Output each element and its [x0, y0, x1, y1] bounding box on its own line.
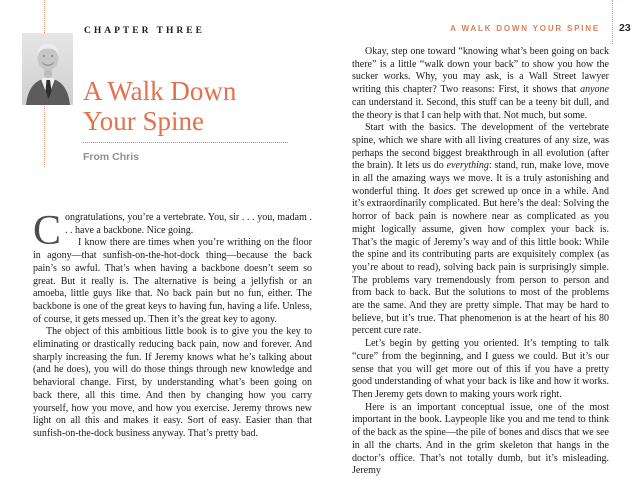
right-page — [320, 0, 640, 499]
paragraph: Start with the basics. The development of the vertebrate spine, which we share with all living creatures of any size, was perhaps the second biggest breakthrough in all evolution (after the brain). It lets us do everything: stand, run, make love, move in all the amazing ways we move. It is a truly astonishing and wonderful thing. It does get screwed up once in a while. And it’s extraordinarily complicated. But here’s the deal: Solving the horror of back pain is nowhere near as complicated as you might logically assume, given how complex your back is. That’s the magic of Jeremy’s way and of this little book: While the spine and its contributing parts are exquisitely complex (as you’re about to read), solving back pain is surprisingly simple. The problems vary tremendously from person to person and from back to back. But the solutions to most of the problems are the same. And they are pretty simple. That may be hard to believe, but it’s true. That phenomenon is at the heart of his 80 percent cure rate. — [352, 122, 609, 337]
author-photo — [22, 33, 73, 105]
paragraph: Let’s begin by getting you oriented. It’s tempting to talk “cure” from the beginning, and I guess we could. But it’s our sense that you will get more out of this if you have a pretty good understanding of what your back is like and how it works. Then Jeremy gets down to making yours work right. — [352, 338, 609, 400]
dotted-ornament-line-folio — [612, 0, 613, 44]
paragraph: Here is an important conceptual issue, one of the most important in the book. Laypeople like you and me tend to think of the back as the spine—the pile of bones and discs that we see in all the charts. And in the grim skeleton that hangs in the doctor’s office. That’s not totally dumb, but it’s misleading. Jeremy — [352, 401, 609, 477]
byline: From Chris — [83, 151, 140, 163]
paragraph: I know there are times when you’re writhing on the floor in agony—that sunfish-on-the-hot-dock thing—because the back pain’s so awful. That’s when having a backbone doesn’t seem so great. But it really is. The alternative is being a jellyfish or an amoeba, little guys like that. No back pain but no fun, either. The backbone is one of the great keys to having fun, having a life. Unless, of course, it gets messed up. Then it’s the great key to agony. — [33, 237, 312, 325]
chapter-label: CHAPTER THREE — [84, 26, 205, 36]
running-header: A WALK DOWN YOUR SPINE — [450, 24, 600, 33]
dotted-rule — [83, 142, 288, 143]
paragraph-text: ongratulations, you’re a vertebrate. You, sir . . . you, madam . . . have a backbone. Nice going. — [65, 212, 312, 236]
paragraph: The object of this ambitious little book is to give you the key to eliminating or drastically reducing back pain, now and forever. And sharply increasing the fun. If Jeremy knows what he’s talking about (and he does), you will do those things through new knowledge and behavioral change. First, by understanding what’s been going on back there, all this time. And then by changing how you carry yourself, how you move, and how you exercise. Jeremy throws new light on all this and makes it easy. Sort of easy. Easier than that sunfish-on-the-dock business anyway. That’s pretty bad. — [33, 326, 312, 439]
right-page-body — [352, 46, 609, 478]
left-page-body — [33, 208, 312, 441]
chapter-title — [83, 76, 236, 136]
chapter-title-line1: A Walk Down — [83, 76, 237, 106]
paragraph-dropcap — [33, 208, 312, 254]
drop-cap: C — [33, 208, 62, 254]
page-number: 23 — [619, 22, 631, 34]
chapter-title-line2: Your Spine — [83, 106, 205, 136]
paragraph: Okay, step one toward “knowing what’s been going on back there” is a little “walk down your back” to show you how the sucker works. Why, you may ask, is a Wall Street lawyer writing this chapter? Two reasons: First, it shows that anyone can understand it. Second, this stuff can be a teeny bit dull, and the theory is that I can help with that. Not much, but some. — [352, 46, 609, 121]
